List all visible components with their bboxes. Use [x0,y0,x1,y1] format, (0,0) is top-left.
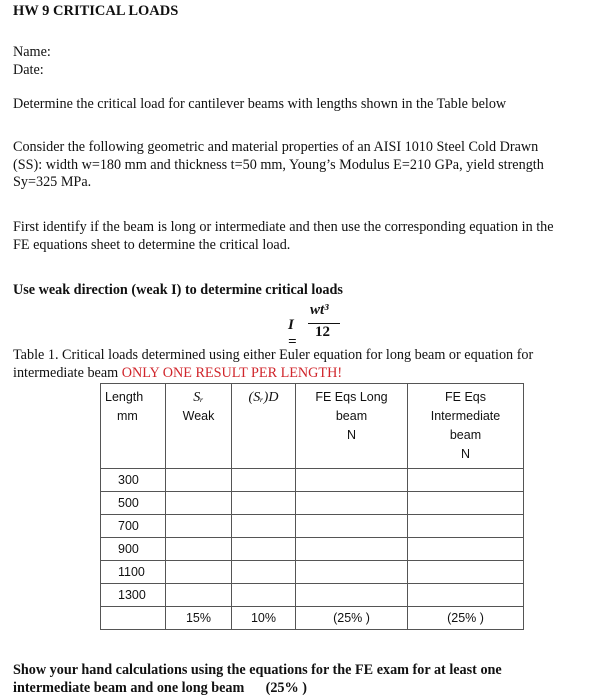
footer-line-2-text: intermediate beam and one long beam [13,679,245,696]
length-cell: 1300 [101,584,166,607]
weight-long: (25% ) [296,607,408,630]
weak-direction-heading: Use weak direction (weak I) to determine critical loads [13,282,343,298]
sr-cell [166,492,232,515]
table-row [101,584,524,607]
equation-denominator: 12 [315,324,330,340]
intro-text: Determine the critical load for cantilever beams with lengths shown in the Table below [13,96,507,112]
long-cell [296,492,408,515]
date-label: Date: [13,62,44,78]
srd-cell [232,538,296,561]
table-header-row [101,384,524,469]
critical-loads-table [100,383,524,630]
caption-warning: ONLY ONE RESULT PER LENGTH! [121,364,343,381]
footer-line-2 [13,680,598,698]
weight-sr: 15% [166,607,232,630]
intermediate-cell [408,561,524,584]
instructions-paragraph [13,219,598,254]
sr-cell [166,469,232,492]
instructions-line-2: FE equations sheet to determine the critical load. [13,236,291,253]
properties-paragraph [13,139,598,192]
header-sr-symbol: Sᵣ [193,390,204,405]
long-cell [296,538,408,561]
equation-lhs: I = [288,317,297,350]
properties-line-1: Consider the following geometric and material properties of an AISI 1010 Steel Cold Drawn [13,139,539,155]
properties-line-3: Sy=325 MPa. [13,174,92,190]
weight-srd: 10% [232,607,296,630]
header-fe-int-line2: Intermediate [430,409,501,423]
intermediate-cell [408,538,524,561]
srd-cell [232,584,296,607]
long-cell [296,515,408,538]
intermediate-cell [408,492,524,515]
grading-weights-row [101,607,524,630]
long-cell [296,584,408,607]
table-row [101,538,524,561]
header-srd-symbol: (Sᵣ)D [248,390,279,405]
header-fe-intermediate [408,384,524,469]
length-cell: 700 [101,515,166,538]
header-length [101,384,166,469]
header-fe-long-line2: beam [335,409,368,423]
equation-numerator: wt³ [310,302,329,318]
length-cell: 300 [101,469,166,492]
header-fe-int-unit: N [460,447,471,461]
footer-line-1: Show your hand calculations using the equations for the FE exam for at least one [13,662,502,678]
length-cell: 900 [101,538,166,561]
header-length-unit: mm [117,409,138,423]
length-cell: 1100 [101,561,166,584]
srd-cell [232,515,296,538]
name-label: Name: [13,44,51,60]
srd-cell [232,469,296,492]
long-cell [296,469,408,492]
header-fe-long [296,384,408,469]
caption-line-2 [13,365,598,383]
table-row [101,469,524,492]
header-length-label: Length [105,390,144,404]
srd-cell [232,492,296,515]
instructions-line-1: First identify if the beam is long or intermediate and then use the corresponding equation in the [13,219,554,235]
long-cell [296,561,408,584]
header-srd [232,384,296,469]
footer-instructions [13,662,598,697]
weight-cell-empty [101,607,166,630]
header-fe-long-unit: N [346,428,357,442]
sr-cell [166,584,232,607]
length-cell: 500 [101,492,166,515]
properties-line-2: (SS): width w=180 mm and thickness t=50 mm, Young’s Modulus E=210 GPa, yield strength [13,156,544,173]
intermediate-cell [408,515,524,538]
table-caption [13,347,598,382]
intermediate-cell [408,469,524,492]
header-fe-long-line1: FE Eqs Long [315,390,388,404]
srd-cell [232,561,296,584]
table-row [101,492,524,515]
sr-cell [166,515,232,538]
sr-cell [166,538,232,561]
table-row [101,515,524,538]
footer-weight: (25% ) [265,679,307,696]
header-fe-int-line3: beam [449,428,482,442]
sr-cell [166,561,232,584]
page-title: HW 9 CRITICAL LOADS [13,3,179,19]
caption-line-1: Table 1. Critical loads determined using either Euler equation for long beam or equation for [13,347,534,363]
table-row [101,561,524,584]
header-fe-int-line1: FE Eqs [445,390,486,404]
intermediate-cell [408,584,524,607]
caption-prefix: intermediate beam [13,364,122,381]
header-sr-weak: Weak [182,409,215,423]
header-sr [166,384,232,469]
weight-intermediate: (25% ) [408,607,524,630]
